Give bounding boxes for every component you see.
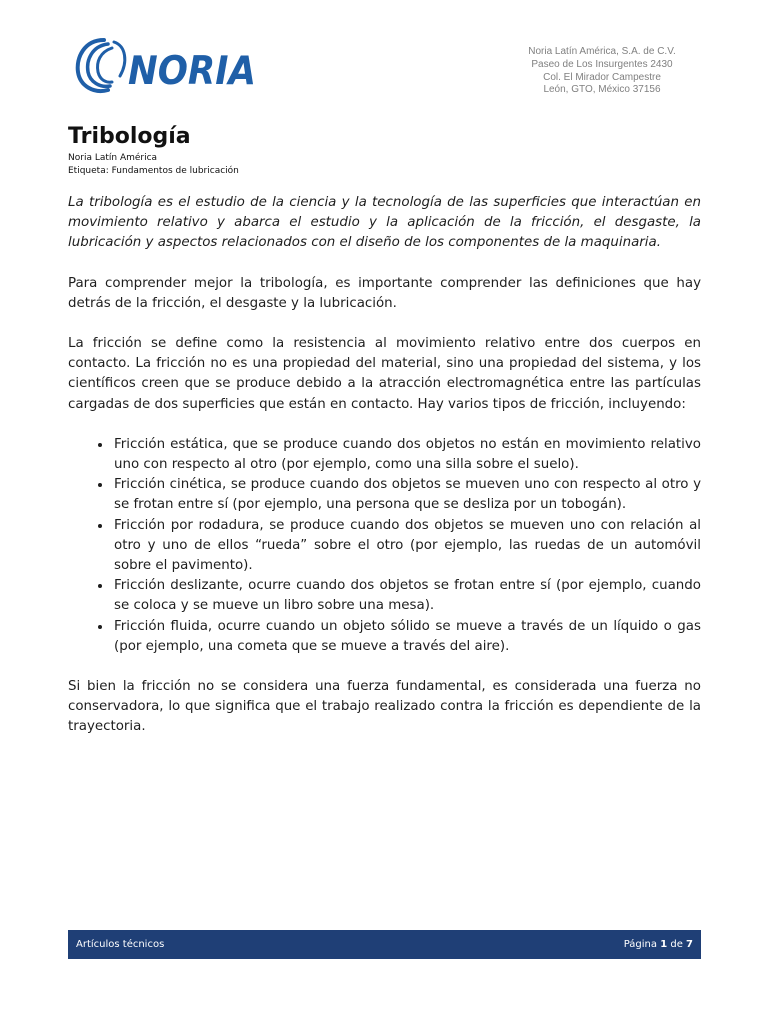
body-paragraph: La fricción se define como la resistencia al movimiento relativo entre dos cuerpos en contacto. La fricción no es una propiedad del material, sino una propiedad del sistema, y los científicos creen que se produce debido a la atracción electromagnética entre las partículas cargadas de dos superficies que están en contacto. Hay varios tipos de fricción, incluyendo: bbox=[68, 336, 701, 412]
list-item: • Fricción por rodadura, se produce cuando dos objetos se mueven uno con relación al otro y uno de ellos “rueda” sobre el otro (por ejemplo, las ruedas de un automóvil sobre el pavimento). bbox=[112, 516, 701, 577]
document-tag: Etiqueta: Fundamentos de lubricación bbox=[68, 165, 239, 176]
address-line: León, GTO, México 37156 bbox=[543, 84, 661, 96]
address-line: Noria Latín América, S.A. de C.V. bbox=[528, 46, 676, 57]
list-item: • Fricción estática, que se produce cuando dos objetos no están en movimiento relativo uno con respecto al otro (por ejemplo, como una silla sobre el suelo). bbox=[112, 435, 701, 475]
address-line: Paseo de Los Insurgentes 2430 bbox=[531, 58, 673, 70]
document-meta bbox=[68, 152, 239, 177]
page-number bbox=[624, 939, 693, 950]
logo-wordmark: NORIA bbox=[128, 49, 256, 94]
list-item: • Fricción cinética, se produce cuando dos objetos se mueven uno con respecto al otro y se frotan entre sí (por ejemplo, una persona que se desliza por un tobogán). bbox=[112, 475, 701, 515]
page-current: 1 bbox=[660, 939, 668, 950]
intro-paragraph: La tribología es el estudio de la ciencia y la tecnología de las superficies que interactúan en movimiento relativo y abarca el estudio y la aplicación de la fricción, el desgaste, la lubricación y aspectos relacionados con el diseño de los componentes de la maquinaria. bbox=[68, 195, 701, 251]
page-total: 7 bbox=[686, 939, 693, 950]
body-paragraph: Para comprender mejor la tribología, es importante comprender las definiciones que hay detrás de la fricción, el desgaste y la lubricación. bbox=[68, 275, 701, 311]
footer-section-label: Artículos técnicos bbox=[76, 939, 165, 950]
list-item: • Fricción fluida, ocurre cuando un objeto sólido se mueve a través de un líquido o gas (por ejemplo, una cometa que se mueve a través del aire). bbox=[112, 617, 701, 657]
document-title: Tribología bbox=[68, 124, 191, 149]
organization-name: Noria Latín América bbox=[68, 153, 158, 163]
list-item: • Fricción deslizante, ocurre cuando dos objetos se frotan entre sí (por ejemplo, cuando se coloca y se mueve un libro sobre una mesa). bbox=[112, 576, 701, 616]
address-line: Col. El Mirador Campestre bbox=[543, 71, 661, 83]
noria-swirl-icon bbox=[74, 36, 264, 94]
body-paragraph: Si bien la fricción no se considera una fuerza fundamental, es considerada una fuerza no conservadora, lo que significa que el trabajo realizado contra la fricción es dependiente de la trayectoria. bbox=[68, 679, 701, 735]
noria-logo bbox=[74, 36, 264, 94]
page-of: de bbox=[670, 939, 683, 950]
friction-types-list bbox=[68, 435, 701, 657]
page-label: Página bbox=[623, 939, 657, 950]
company-address bbox=[470, 46, 734, 97]
page-footer bbox=[68, 930, 701, 959]
article-body bbox=[68, 193, 701, 758]
